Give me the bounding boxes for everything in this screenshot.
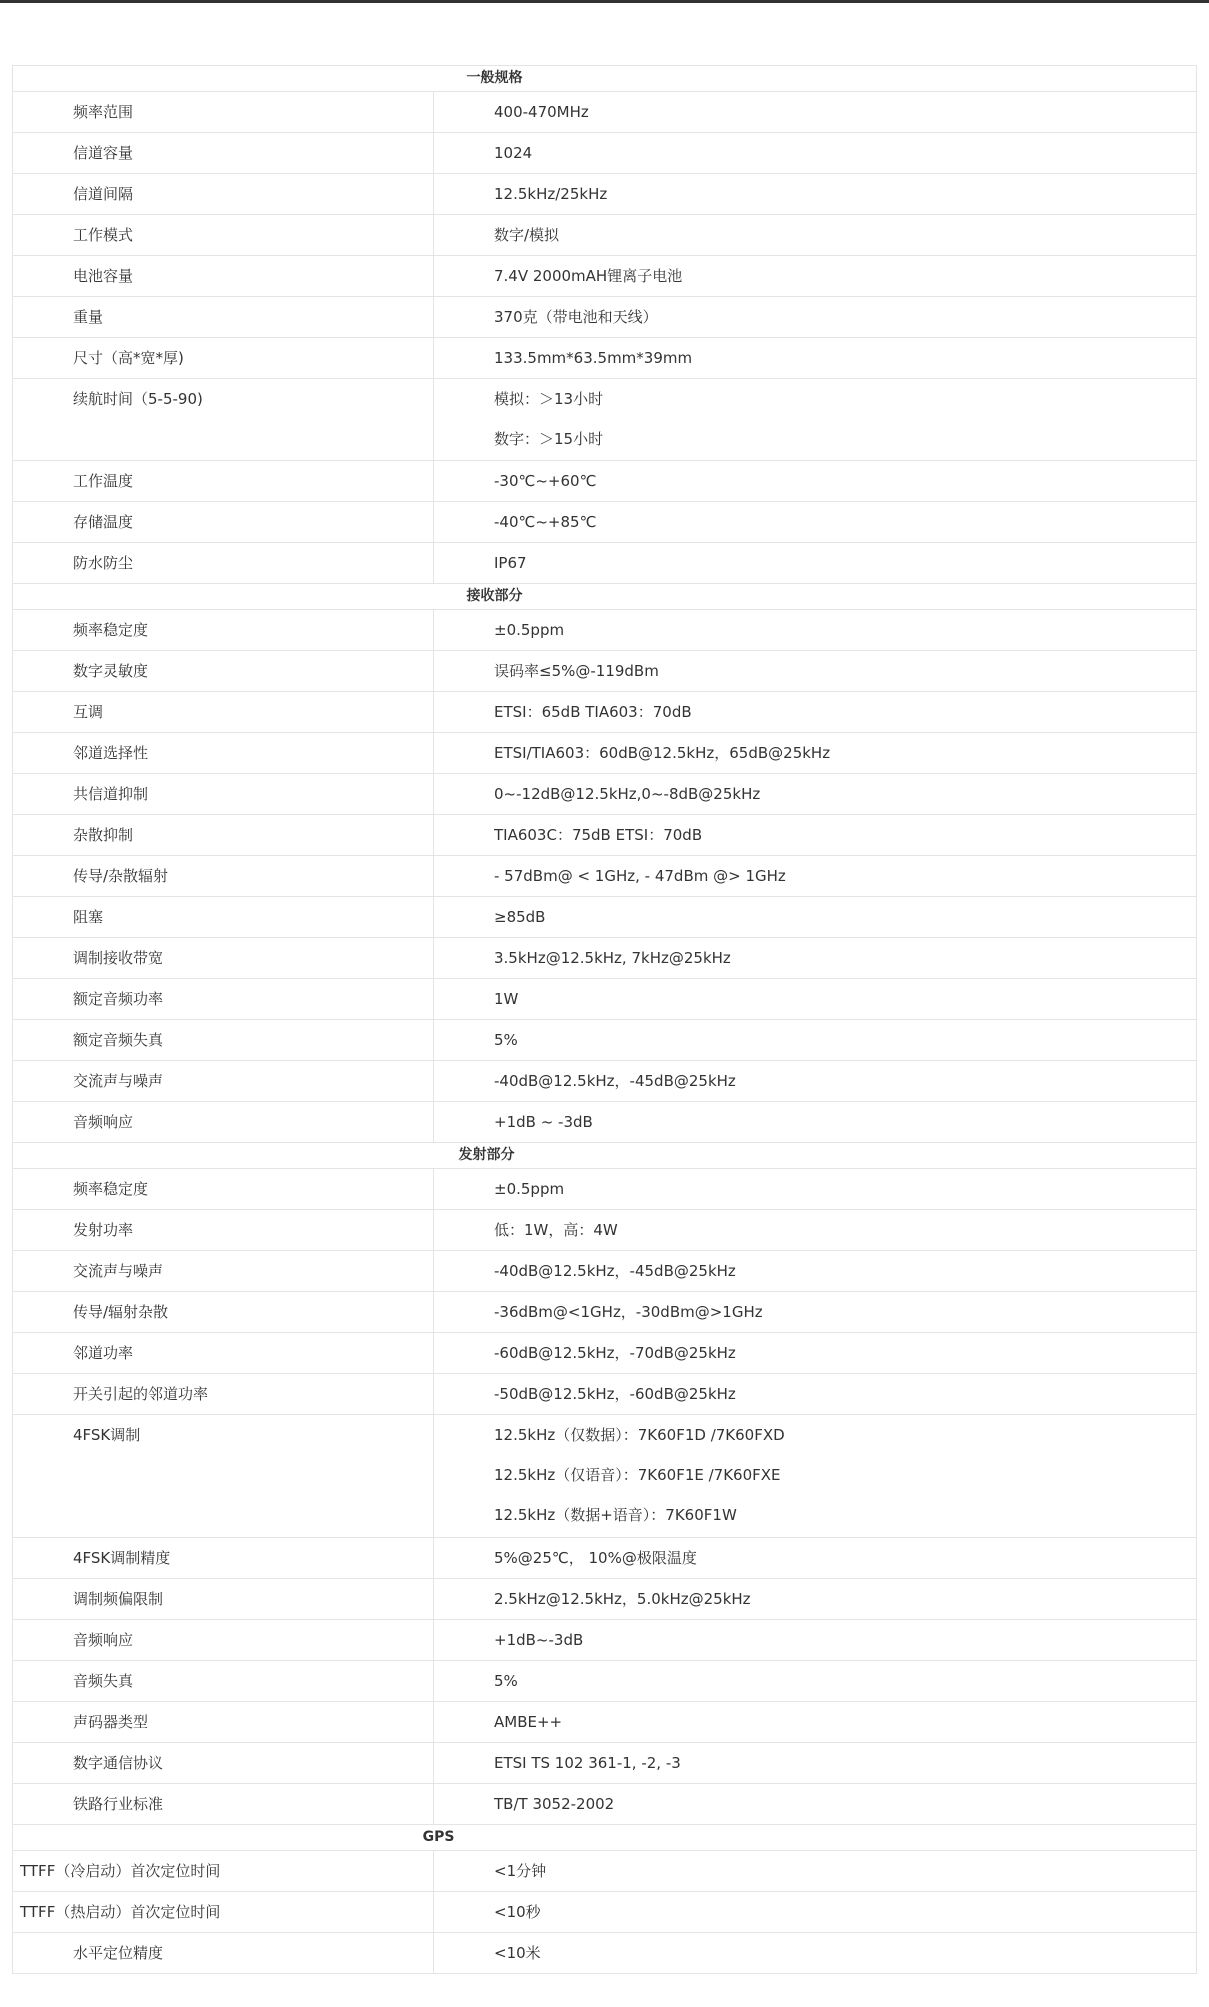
- spec-row: [13, 1661, 1197, 1702]
- spec-value: 5%: [494, 1031, 518, 1049]
- spec-label: 额定音频功率: [13, 979, 434, 1020]
- spec-value: 低：1W，高：4W: [494, 1221, 618, 1239]
- spec-table: [12, 65, 1197, 1974]
- section-header-cell: [13, 66, 1197, 92]
- spec-value: 370克（带电池和天线）: [494, 308, 658, 326]
- spec-value: 5%: [494, 1672, 518, 1690]
- spec-label: 存储温度: [13, 502, 434, 543]
- spec-value-cell: [434, 1702, 1197, 1743]
- spec-row: [13, 979, 1197, 1020]
- spec-value-cell: [434, 1020, 1197, 1061]
- section-header-row: [13, 66, 1197, 92]
- spec-row: [13, 297, 1197, 338]
- section-header-row: [13, 1825, 1197, 1851]
- spec-value: ETSI：65dB TIA603：70dB: [494, 703, 692, 721]
- spec-value: -50dB@12.5kHz，-60dB@25kHz: [494, 1385, 736, 1403]
- spec-row: [13, 1620, 1197, 1661]
- spec-row: [13, 1210, 1197, 1251]
- spec-value-cell: [434, 543, 1197, 584]
- spec-value-cell: [434, 297, 1197, 338]
- section-header-row: [13, 584, 1197, 610]
- spec-label: 额定音频失真: [13, 1020, 434, 1061]
- spec-value: -40dB@12.5kHz，-45dB@25kHz: [494, 1262, 736, 1280]
- spec-label: 音频响应: [13, 1620, 434, 1661]
- spec-row: [13, 1102, 1197, 1143]
- spec-value-cell: [434, 610, 1197, 651]
- spec-row: [13, 502, 1197, 543]
- spec-value: 133.5mm*63.5mm*39mm: [494, 349, 693, 367]
- spec-value-cell: [434, 856, 1197, 897]
- spec-label: 防水防尘: [13, 543, 434, 584]
- spec-value: 1W: [494, 990, 519, 1008]
- section-header-row: [13, 1143, 1197, 1169]
- spec-value: <10秒: [494, 1903, 541, 1921]
- spec-label: TTFF（热启动）首次定位时间: [13, 1892, 434, 1933]
- spec-value-cell: [434, 1661, 1197, 1702]
- spec-label: 尺寸（高*宽*厚): [13, 338, 434, 379]
- spec-value-cell: [434, 1292, 1197, 1333]
- spec-row: [13, 1851, 1197, 1892]
- spec-row: [13, 338, 1197, 379]
- spec-label: 重量: [13, 297, 434, 338]
- spec-value: <1分钟: [494, 1862, 547, 1880]
- spec-label: 铁路行业标准: [13, 1784, 434, 1825]
- spec-value-cell: [434, 1743, 1197, 1784]
- spec-value-cell: [434, 1374, 1197, 1415]
- spec-label: 交流声与噪声: [13, 1251, 434, 1292]
- spec-value-cell: [434, 938, 1197, 979]
- spec-row: [13, 610, 1197, 651]
- spec-label: 开关引起的邻道功率: [13, 1374, 434, 1415]
- spec-label: 调制接收带宽: [13, 938, 434, 979]
- spec-value: 3.5kHz@12.5kHz, 7kHz@25kHz: [494, 949, 731, 967]
- section-header-cell: [13, 1143, 1197, 1169]
- spec-row: [13, 938, 1197, 979]
- spec-row: [13, 256, 1197, 297]
- spec-label: 传导/杂散辐射: [13, 856, 434, 897]
- spec-value: ±0.5ppm: [494, 621, 565, 639]
- spec-row: [13, 1333, 1197, 1374]
- spec-value-cell: [434, 1538, 1197, 1579]
- spec-value: 1024: [494, 144, 533, 162]
- spec-value-cell: [434, 1784, 1197, 1825]
- spec-value: 误码率≤5%@-119dBm: [494, 662, 659, 680]
- spec-row: [13, 1061, 1197, 1102]
- spec-row: [13, 133, 1197, 174]
- spec-value: <10米: [494, 1944, 541, 1962]
- spec-label: 邻道选择性: [13, 733, 434, 774]
- spec-table-container: [12, 65, 1196, 1974]
- spec-row: [13, 1020, 1197, 1061]
- spec-row: [13, 1933, 1197, 1974]
- spec-row: [13, 1702, 1197, 1743]
- spec-row: [13, 692, 1197, 733]
- spec-label: 音频响应: [13, 1102, 434, 1143]
- section-title: 发射部分: [458, 1147, 515, 1163]
- spec-label: 传导/辐射杂散: [13, 1292, 434, 1333]
- section-header-cell: [13, 1825, 1197, 1851]
- spec-value: ETSI TS 102 361-1, -2, -3: [494, 1754, 681, 1772]
- spec-row: [13, 1784, 1197, 1825]
- spec-value: ≥85dB: [494, 908, 546, 926]
- spec-row: [13, 1292, 1197, 1333]
- spec-row: [13, 1892, 1197, 1933]
- spec-row: [13, 1169, 1197, 1210]
- spec-value: IP67: [494, 554, 527, 572]
- spec-label: 音频失真: [13, 1661, 434, 1702]
- spec-label: 信道间隔: [13, 174, 434, 215]
- spec-row: [13, 1374, 1197, 1415]
- spec-row: [13, 815, 1197, 856]
- spec-value: 400-470MHz: [494, 103, 589, 121]
- spec-row: [13, 92, 1197, 133]
- spec-value: -40℃~+85℃: [494, 513, 597, 531]
- spec-value-cell: [434, 1620, 1197, 1661]
- spec-row: [13, 1251, 1197, 1292]
- spec-label: 续航时间（5-5-90): [13, 379, 434, 461]
- spec-label: 发射功率: [13, 1210, 434, 1251]
- spec-value: AMBE++: [494, 1713, 563, 1731]
- spec-label: 数字灵敏度: [13, 651, 434, 692]
- spec-row: [13, 1538, 1197, 1579]
- spec-value: 12.5kHz/25kHz: [494, 185, 608, 203]
- spec-label: 数字通信协议: [13, 1743, 434, 1784]
- spec-row: [13, 379, 1197, 461]
- spec-row: [13, 733, 1197, 774]
- spec-value: 数字/模拟: [494, 226, 560, 244]
- spec-value-cell: [434, 1892, 1197, 1933]
- spec-value-cell: [434, 1102, 1197, 1143]
- spec-value: ETSI/TIA603：60dB@12.5kHz，65dB@25kHz: [494, 744, 831, 762]
- spec-value: -36dBm@<1GHz，-30dBm@>1GHz: [494, 1303, 763, 1321]
- spec-row: [13, 1743, 1197, 1784]
- spec-value: -40dB@12.5kHz，-45dB@25kHz: [494, 1072, 736, 1090]
- section-title: GPS: [422, 1829, 455, 1845]
- spec-label: 共信道抑制: [13, 774, 434, 815]
- spec-value-cell: [434, 1415, 1197, 1538]
- spec-value: TB/T 3052-2002: [494, 1795, 615, 1813]
- spec-label: 杂散抑制: [13, 815, 434, 856]
- section-title: 一般规格: [466, 70, 523, 86]
- spec-label: 水平定位精度: [13, 1933, 434, 1974]
- spec-value-cell: [434, 1933, 1197, 1974]
- spec-value: -60dB@12.5kHz，-70dB@25kHz: [494, 1344, 736, 1362]
- spec-value-cell: [434, 256, 1197, 297]
- spec-value-cell: [434, 133, 1197, 174]
- spec-label: 阻塞: [13, 897, 434, 938]
- spec-row: [13, 215, 1197, 256]
- spec-value-cell: [434, 174, 1197, 215]
- spec-value-cell: [434, 979, 1197, 1020]
- spec-value: 模拟：＞13小时: [494, 390, 604, 408]
- spec-label: 4FSK调制: [13, 1415, 434, 1538]
- spec-value-cell: [434, 1169, 1197, 1210]
- spec-value-cell: [434, 92, 1197, 133]
- spec-value-cell: [434, 1061, 1197, 1102]
- spec-value-cell: [434, 338, 1197, 379]
- spec-label: 4FSK调制精度: [13, 1538, 434, 1579]
- spec-value-cell: [434, 215, 1197, 256]
- section-title: 接收部分: [466, 588, 523, 604]
- spec-value-cell: [434, 1851, 1197, 1892]
- spec-value-cell: [434, 1251, 1197, 1292]
- spec-value: 12.5kHz（仅语音）：7K60F1E /7K60FXE: [494, 1466, 781, 1484]
- spec-label: 邻道功率: [13, 1333, 434, 1374]
- spec-label: 交流声与噪声: [13, 1061, 434, 1102]
- spec-value-cell: [434, 774, 1197, 815]
- spec-value-cell: [434, 692, 1197, 733]
- spec-label: TTFF（冷启动）首次定位时间: [13, 1851, 434, 1892]
- spec-label: 频率稳定度: [13, 1169, 434, 1210]
- spec-value-cell: [434, 897, 1197, 938]
- spec-value: TIA603C：75dB ETSI：70dB: [494, 826, 703, 844]
- top-divider: [0, 0, 1209, 3]
- spec-value-cell: [434, 815, 1197, 856]
- spec-label: 互调: [13, 692, 434, 733]
- spec-value: ±0.5ppm: [494, 1180, 565, 1198]
- spec-row: [13, 651, 1197, 692]
- spec-label: 声码器类型: [13, 1702, 434, 1743]
- spec-value-cell: [434, 1333, 1197, 1374]
- spec-value-cell: [434, 461, 1197, 502]
- spec-value: 5%@25℃， 10%@极限温度: [494, 1549, 697, 1567]
- spec-label: 信道容量: [13, 133, 434, 174]
- spec-row: [13, 856, 1197, 897]
- spec-value: 2.5kHz@12.5kHz，5.0kHz@25kHz: [494, 1590, 751, 1608]
- spec-value: 7.4V 2000mAH锂离子电池: [494, 267, 683, 285]
- spec-value: 数字：＞15小时: [494, 430, 604, 448]
- spec-value-cell: [434, 379, 1197, 461]
- spec-row: [13, 543, 1197, 584]
- spec-table-body: [13, 66, 1197, 1974]
- spec-value-cell: [434, 1210, 1197, 1251]
- spec-row: [13, 897, 1197, 938]
- spec-value: - 57dBm@ < 1GHz, - 47dBm @> 1GHz: [494, 867, 786, 885]
- spec-label: 工作温度: [13, 461, 434, 502]
- spec-value: 12.5kHz（数据+语音）：7K60F1W: [494, 1506, 737, 1524]
- spec-value: 0~-12dB@12.5kHz,0~-8dB@25kHz: [494, 785, 761, 803]
- spec-row: [13, 461, 1197, 502]
- spec-value: 12.5kHz（仅数据）：7K60F1D /7K60FXD: [494, 1426, 785, 1444]
- spec-value: -30℃~+60℃: [494, 472, 597, 490]
- spec-label: 频率范围: [13, 92, 434, 133]
- spec-row: [13, 1415, 1197, 1538]
- spec-row: [13, 1579, 1197, 1620]
- spec-value-cell: [434, 733, 1197, 774]
- spec-value-cell: [434, 1579, 1197, 1620]
- spec-label: 调制频偏限制: [13, 1579, 434, 1620]
- spec-label: 电池容量: [13, 256, 434, 297]
- spec-label: 频率稳定度: [13, 610, 434, 651]
- spec-value: +1dB~-3dB: [494, 1631, 584, 1649]
- spec-row: [13, 174, 1197, 215]
- spec-value-cell: [434, 651, 1197, 692]
- section-header-cell: [13, 584, 1197, 610]
- spec-value: +1dB ~ -3dB: [494, 1113, 593, 1131]
- spec-label: 工作模式: [13, 215, 434, 256]
- spec-value-cell: [434, 502, 1197, 543]
- spec-row: [13, 774, 1197, 815]
